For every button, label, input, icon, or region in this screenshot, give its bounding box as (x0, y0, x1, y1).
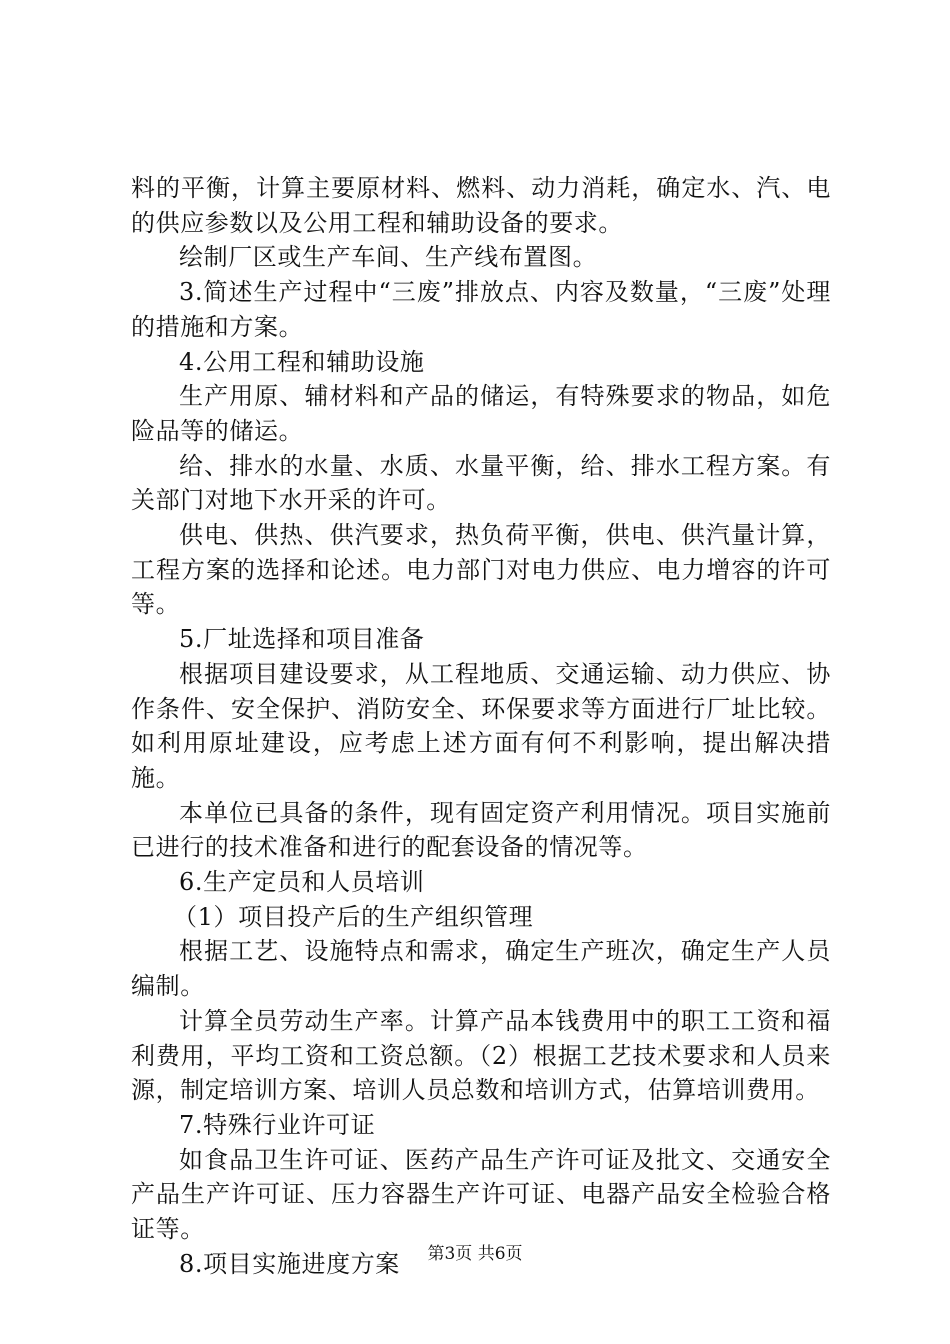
paragraph-12: （1）项目投产后的生产组织管理 (173, 902, 534, 931)
page-number-footer: 第3页 共6页 (427, 1244, 523, 1264)
paragraph-11: 6.生产定员和人员培训 (179, 868, 425, 897)
paragraph-7: 供电、供热、供汽要求，热负荷平衡，供电、供汽量计算，工程方案的选择和论述。电力部门对电力供应、电力增容的许可等。 (131, 521, 831, 619)
paragraph-3: 3.简述生产过程中“三废”排放点、内容及数量，“三废”处理的措施和方案。 (131, 278, 831, 341)
paragraph-15: 7.特殊行业许可证 (179, 1110, 376, 1139)
paragraph-17: 8.项目实施进度方案 (179, 1249, 400, 1278)
paragraph-10: 本单位已具备的条件，现有固定资产利用情况。项目实施前已进行的技术准备和进行的配套设备的情况等。 (131, 798, 831, 862)
paragraph-4: 4.公用工程和辅助设施 (179, 347, 425, 376)
paragraph-8: 5.厂址选择和项目准备 (179, 625, 425, 654)
paragraph-1: 料的平衡，计算主要原材料、燃料、动力消耗，确定水、汽、电的供应参数以及公用工程和辅助设备的要求。 (131, 174, 831, 237)
paragraph-13: 根据工艺、设施特点和需求，确定生产班次，确定生产人员编制。 (131, 937, 831, 1001)
paragraph-2: 绘制厂区或生产车间、生产线布置图。 (179, 243, 598, 272)
paragraph-6: 给、排水的水量、水质、水量平衡，给、排水工程方案。有关部门对地下水开采的许可。 (131, 451, 831, 515)
paragraph-16: 如食品卫生许可证、医药产品生产许可证及批文、交通安全产品生产许可证、压力容器生产许可证、电器产品安全检验合格证等。 (131, 1145, 831, 1244)
paragraph-14: 计算全员劳动生产率。计算产品本钱费用中的职工工资和福利费用，平均工资和工资总额。（2）根据工艺技术要求和人员来源，制定培训方案、培训人员总数和培训方式，估算培训费用。 (131, 1006, 831, 1105)
paragraph-5: 生产用原、辅材料和产品的储运，有特殊要求的物品，如危险品等的储运。 (131, 382, 831, 445)
paragraph-9: 根据项目建设要求，从工程地质、交通运输、动力供应、协作条件、安全保护、消防安全、环保要求等方面进行厂址比较。如利用原址建设，应考虑上述方面有何不利影响，提出解决措施。 (131, 659, 831, 792)
document-body (131, 171, 831, 1282)
